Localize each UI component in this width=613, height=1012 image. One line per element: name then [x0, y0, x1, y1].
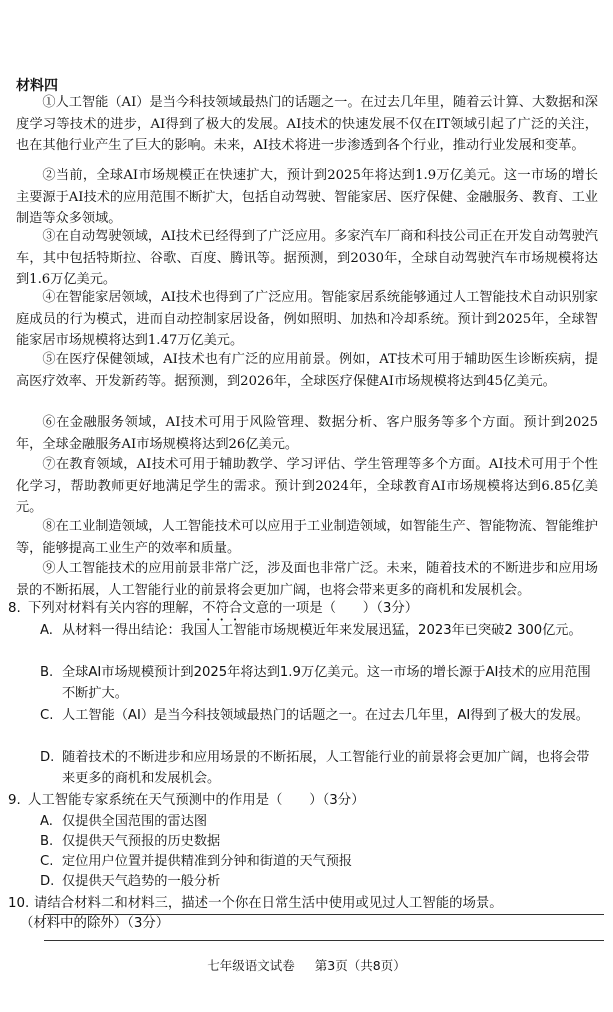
question-9-number: 9.: [8, 793, 21, 808]
option-label: D.: [40, 874, 55, 889]
material-paragraph-2: ②当前，全球AI市场规模正在快速扩大，预计到2025年将达到1.9万亿美元。这一市场的增长主要源于AI技术的应用范围不断扩大，包括自动驾驶、智能家居、医疗保健、金融服务、教育、工业制造等众多领域。: [16, 168, 598, 226]
option-label: A.: [40, 814, 53, 829]
option-label: A.: [40, 623, 53, 638]
question-8-stem-before: 下列对材料有关内容的理解，: [28, 601, 203, 616]
material-paragraph-1: ①人工智能（AI）是当今科技领域最热门的话题之一。在过去几年里，随着云计算、大数据和深度学习等技术的进步，AI得到了极大的发展。AI技术的快速发展不仅在IT领域引起了广泛的关注，也在其他行业产生了巨大的影响。未来，AI技术将进一步渗透到各个行业，推动行业发展和变革。: [16, 95, 598, 153]
option-text: 人工智能（AI）是当今科技领域最热门的话题之一。在过去几年里，AI得到了极大的发展。: [62, 708, 589, 723]
option-text: 仅提供天气趋势的一般分析: [62, 874, 221, 889]
page-footer: [0, 957, 613, 975]
question-8-option-c[interactable]: [40, 705, 600, 726]
footer-page-number: 第3页（共8页）: [314, 958, 406, 973]
option-label: C.: [40, 854, 54, 869]
question-10-text: 请结合材料二和材料三，描述一个你在日常生活中使用或见过人工智能的场景。: [34, 896, 503, 911]
option-label: B.: [40, 834, 54, 849]
option-label: C.: [40, 708, 54, 723]
question-8-option-b[interactable]: [40, 662, 600, 704]
option-text: 仅提供天气预报的历史数据: [62, 834, 221, 849]
question-8-option-d[interactable]: [40, 747, 600, 789]
material-paragraph-5: ⑤在医疗保健领域，AI技术也有广泛的应用前景。例如，AT技术可用于辅助医生诊断疾病，提高医疗效率、开发新药等。据预测，到2026年，全球医疗保健AI市场规模将达到45亿美元。: [16, 352, 598, 389]
answer-line-1[interactable]: [44, 914, 604, 915]
question-9-option-b[interactable]: [40, 831, 600, 852]
option-text: 定位用户位置并提供精准到分钟和街道的天气预报: [62, 854, 353, 869]
question-9-option-a[interactable]: [40, 811, 600, 832]
question-9-text: 人工智能专家系统在天气预测中的作用是（ ）（3分）: [28, 793, 365, 808]
question-8-option-a[interactable]: [40, 620, 600, 641]
option-label: B.: [40, 665, 54, 680]
answer-line-2[interactable]: [44, 940, 604, 941]
question-10-number: 10.: [8, 896, 30, 911]
option-text: 全球AI市场规模预计到2025年将达到1.9万亿美元。这一市场的增长源于AI技术的应用范围不断扩大。: [62, 665, 591, 701]
footer-exam-name: 七年级语文试卷: [207, 958, 295, 973]
material-paragraph-9: ⑨人工智能技术的应用前景非常广泛，涉及面也非常广泛。未来，随着技术的不断进步和应用场景的不断拓展，人工智能行业的前景将会更加广阔，也将会带来更多的商机和发展机会。: [16, 561, 598, 598]
material-paragraph-6: ⑥在金融服务领域，AI技术可用于风险管理、数据分析、客户服务等多个方面。预计到2025年，全球金融服务AI市场规模将达到26亿美元。: [16, 415, 598, 452]
option-text: 随着技术的不断进步和应用场景的不断拓展，人工智能行业的前景将会更加广阔，也将会带来更多的商机和发展机会。: [62, 750, 590, 786]
material-paragraph-4: ④在智能家居领域，AI技术也得到了广泛应用。智能家居系统能够通过人工智能技术自动识别家庭成员的行为模式，进而自动控制家居设备，例如照明、加热和冷却系统。预计到2025年，全球智能家居市场规模将达到1.47万亿美元。: [16, 290, 598, 348]
question-10-stem-line2: （材料中的除外）（3分）: [20, 916, 170, 931]
question-9-stem: [8, 790, 604, 811]
question-8-emphasis: 不符合: [202, 601, 243, 616]
option-label: D.: [40, 750, 55, 765]
material-paragraph-3: ③在自动驾驶领域，AI技术已经得到了广泛应用。多家汽车厂商和科技公司正在开发自动驾驶汽车，其中包括特斯拉、谷歌、百度、腾讯等。据预测，到2030年，全球自动驾驶汽车市场规模将达到1.6万亿美元。: [16, 229, 598, 287]
material-paragraph-8: ⑧在工业制造领域，人工智能技术可以应用于工业制造领域，如智能生产、智能物流、智能维护等，能够提高工业生产的效率和质量。: [16, 519, 598, 556]
question-9-option-c[interactable]: [40, 851, 600, 872]
material-title: 材料四: [16, 78, 58, 94]
option-text: 从材料一得出结论：我国人工智能市场规模近年来发展迅猛，2023年已突破2 300亿元。: [62, 623, 582, 638]
material-paragraph-7: ⑦在教育领域，AI技术可用于辅助教学、学习评估、学生管理等多个方面。AI技术可用于个性化学习，帮助教师更好地满足学生的需求。预计到2024年，全球教育AI市场规模将达到6.85亿美元。: [16, 457, 598, 515]
option-text: 仅提供全国范围的雷达图: [62, 814, 208, 829]
question-9-option-d[interactable]: [40, 871, 600, 892]
question-10-stem: [8, 893, 604, 914]
question-8-number: 8.: [8, 601, 21, 616]
question-8-stem-after: 文意的一项是（ ）（3分）: [242, 601, 419, 616]
